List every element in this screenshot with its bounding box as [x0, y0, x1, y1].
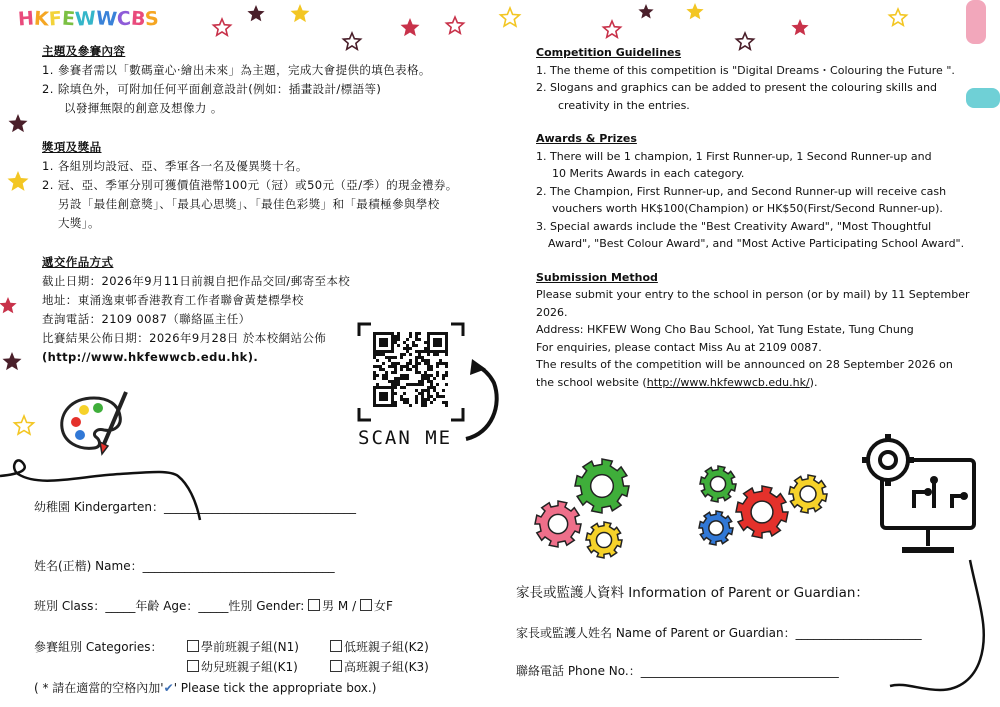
gender-separator: /: [352, 599, 357, 613]
gender-male-checkbox[interactable]: [308, 599, 320, 611]
logo-letter: W: [73, 7, 97, 31]
star-icon: [603, 21, 620, 37]
categories-label: 參賽組別 Categories：: [34, 640, 163, 654]
award-en-3: 2. The Champion, First Runner-up, and Second Runner-up will receive cash: [536, 184, 947, 198]
star-icon: [638, 4, 653, 19]
logo-letter: W: [94, 7, 118, 31]
class-age-gender-row: [34, 597, 393, 614]
website-suffix: ).: [809, 375, 818, 389]
theme-item-1: 1. 參賽者需以「數碼童心‧繪出未來」為主題，完成大會提供的填色表格。: [42, 63, 431, 77]
tick-instruction: [34, 679, 376, 696]
logo-letter: C: [115, 7, 132, 31]
submission-line-6: [536, 374, 991, 392]
category-n1-label: 學前班親子組(N1): [201, 640, 299, 654]
computer-gear-icon: [852, 426, 982, 566]
tick-note-end: ' Please tick the appropriate box.): [173, 681, 377, 695]
gear-icon: [586, 522, 622, 558]
gear-icon: [535, 501, 581, 547]
left-column: [42, 42, 502, 367]
gear-icon: [700, 466, 736, 502]
guideline-3: creativity in the entries.: [558, 98, 690, 112]
gear-icon: [699, 511, 733, 545]
star-icon: [0, 297, 17, 313]
theme-item-2: 2. 除填色外，可附加任何平面創意設計(例如：插畫設計/標語等): [42, 82, 382, 96]
submission-line-3: Address: HKFEW Wong Cho Bau School, Yat Tung Estate, Tung Chung: [536, 323, 914, 336]
gear-icon: [789, 475, 827, 513]
star-icon: [686, 3, 703, 19]
category-k2-option[interactable]: [330, 638, 429, 655]
phone-zh: 查詢電話：2109 0087（聯絡區主任）: [42, 312, 251, 326]
category-k2-label: 低班親子組(K2): [344, 640, 429, 654]
category-n1-option[interactable]: [187, 638, 299, 655]
curved-arrow-icon: [458, 355, 508, 445]
award-en-4: vouchers worth HK$100(Champion) or HK$50(First/Second Runner-up).: [552, 202, 943, 215]
guideline-2: 2. Slogans and graphics can be added to present the colouring skills and: [536, 81, 938, 94]
category-k3-option[interactable]: [330, 658, 429, 675]
guardian-title: 家長或監護人資料 Information of Parent or Guardian：: [516, 585, 869, 601]
website-prefix: the school website (: [536, 375, 647, 389]
gear-icon: [736, 486, 788, 538]
crayon-icon: [966, 0, 986, 44]
star-icon: [446, 17, 463, 33]
logo-letter: B: [129, 7, 146, 31]
school-url-zh[interactable]: (http://www.hkfewwcb.edu.hk).: [42, 350, 259, 364]
guardian-name-field[interactable]: 家長或監護人姓名 Name of Parent or Guardian：_____________________: [516, 626, 922, 640]
star-icon: [291, 4, 310, 22]
submission-line-5: The results of the competition will be announced on 28 September 2026 on: [536, 358, 953, 371]
category-k1-checkbox[interactable]: [187, 660, 199, 672]
submission-line-1: Please submit your entry to the school in person (or by mail) by 11 September: [536, 288, 970, 301]
guardian-phone-field[interactable]: 聯絡電話 Phone No.：_________________________________: [516, 664, 839, 678]
logo-letter: K: [33, 7, 50, 31]
star-icon: [401, 18, 420, 36]
gender-male-label: 男 M: [322, 599, 349, 613]
guideline-1: 1. The theme of this competition is "Digital Dreams・Colouring the Future ".: [536, 63, 955, 77]
paint-palette-icon: [56, 388, 136, 458]
submission-line-4: For enquiries, please contact Miss Au at 2109 0087.: [536, 340, 822, 354]
qr-code[interactable]: [357, 322, 465, 422]
qr-code-frame[interactable]: [357, 322, 465, 422]
category-k1-option[interactable]: [187, 658, 298, 675]
category-k1-label: 幼兒班親子組(K1): [201, 660, 298, 674]
class-age-field[interactable]: 班別 Class：_____年齡 Age：_____性別 Gender:: [34, 599, 309, 613]
star-icon: [8, 171, 29, 191]
logo-letter: F: [47, 7, 63, 31]
logo-letter: E: [60, 7, 76, 31]
awards-title-zh: 獎項及獎品: [42, 140, 102, 154]
awards-item-1-zh: 1. 各組別均設冠、亞、季軍各一名及優異獎十名。: [42, 159, 308, 173]
category-k3-label: 高班親子組(K3): [344, 660, 429, 674]
awards-item-2-zh: 2. 冠、亞、季軍分別可獲價值港幣100元（冠）或50元（亞/季）的現金禮券。: [42, 178, 458, 192]
submission-line-2: 2026.: [536, 305, 568, 319]
awards-title-en: Awards & Prizes: [536, 132, 637, 145]
theme-item-3: 以發揮無限的創意及想像力 。: [64, 101, 223, 115]
gear-icon: [575, 459, 629, 513]
awards-item-3-zh: 另設「最佳創意獎」、「最具心思獎」、「最佳色彩獎」和「最積極參與學校: [58, 197, 440, 211]
star-icon: [247, 5, 264, 21]
award-en-5: 3. Special awards include the "Best Creativity Award", "Most Thoughtful: [536, 219, 932, 233]
category-k2-checkbox[interactable]: [330, 640, 342, 652]
star-icon: [9, 114, 28, 132]
kindergarten-field[interactable]: 幼稚園 Kindergarten：________________________________: [34, 500, 356, 514]
address-zh: 地址：東涌逸東邨香港教育工作者聯會黃楚標學校: [42, 293, 304, 307]
gender-female-label: 女F: [373, 599, 393, 613]
gender-female-checkbox[interactable]: [360, 599, 372, 611]
awards-item-4-zh: 大獎」。: [58, 216, 100, 230]
category-n1-checkbox[interactable]: [187, 640, 199, 652]
deadline-zh: 截止日期：2026年9月11日前親自把作品交回/郵寄至本校: [42, 274, 351, 288]
school-logo: [18, 8, 159, 30]
star-icon: [501, 8, 520, 26]
star-icon: [15, 416, 34, 434]
school-website-link[interactable]: http://www.hkfewwcb.edu.hk/: [646, 375, 810, 389]
category-k3-checkbox[interactable]: [330, 660, 342, 672]
name-field[interactable]: 姓名(正楷) Name：________________________________: [34, 559, 335, 573]
star-icon: [889, 9, 906, 25]
logo-letter: H: [17, 7, 35, 31]
star-icon: [3, 352, 22, 370]
result-date-zh: 比賽結果公佈日期：2026年9月28日 於本校網站公佈: [42, 331, 327, 345]
gears-illustration: [530, 448, 850, 578]
scan-me-label: SCAN ME: [358, 427, 453, 449]
logo-letter: S: [144, 7, 160, 31]
award-en-1: 1. There will be 1 champion, 1 First Runner-up, 1 Second Runner-up and: [536, 149, 932, 163]
award-en-6: Award", "Best Colour Award", and "Most Active Participating School Award".: [548, 237, 965, 250]
star-icon: [791, 19, 808, 35]
guidelines-title: Competition Guidelines: [536, 46, 682, 59]
tick-note-start: ( * 請在適當的空格內加': [34, 681, 164, 695]
award-en-2: 10 Merits Awards in each category.: [552, 167, 745, 180]
right-column: [536, 44, 991, 391]
submit-title-zh: 遞交作品方式: [42, 255, 114, 269]
tick-mark-icon: ✔: [163, 681, 174, 695]
star-icon: [213, 19, 230, 35]
submission-title-en: Submission Method: [536, 270, 658, 284]
theme-title: 主題及參賽內容: [42, 44, 126, 58]
